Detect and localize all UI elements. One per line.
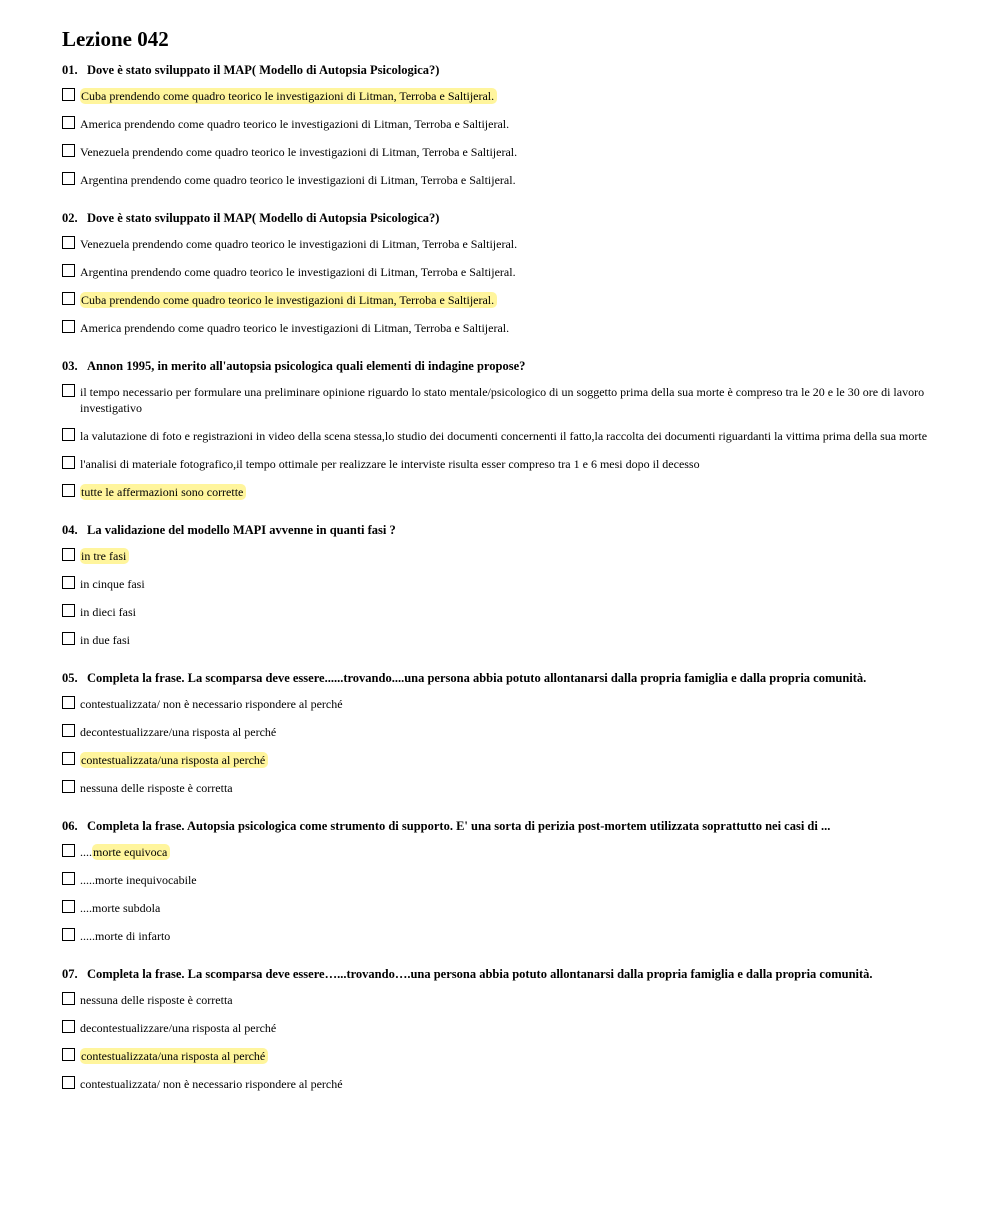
answer-checkbox[interactable] [62, 576, 75, 589]
answer-option [62, 144, 937, 160]
answer-checkbox[interactable] [62, 292, 75, 305]
question-number: 01. [62, 63, 78, 77]
answer-checkbox[interactable] [62, 456, 75, 469]
question-header [62, 358, 937, 374]
question-block [62, 62, 937, 188]
question-block [62, 966, 937, 1092]
answer-text: in due fasi [80, 633, 130, 647]
answer-option [62, 548, 937, 564]
correct-answer-text: contestualizzata/una risposta al perché [80, 1048, 268, 1064]
answer-checkbox[interactable] [62, 144, 75, 157]
question-header [62, 670, 937, 686]
question-block [62, 522, 937, 648]
answer-text: contestualizzata/ non è necessario rispondere al perché [80, 697, 343, 711]
answer-text: America prendendo come quadro teorico le investigazioni di Litman, Terroba e Saltijeral. [80, 321, 510, 335]
question-block [62, 670, 937, 796]
answer-text: nessuna delle risposte è corretta [80, 781, 233, 795]
lesson-title: Lezione 042 [62, 27, 169, 51]
answer-prefix: .... [80, 845, 92, 859]
question-text: Dove è stato sviluppato il MAP( Modello di Autopsia Psicologica?) [87, 211, 440, 225]
answer-checkbox[interactable] [62, 384, 75, 397]
answer-text: Argentina prendendo come quadro teorico le investigazioni di Litman, Terroba e Saltijeral. [80, 265, 516, 279]
answer-checkbox[interactable] [62, 752, 75, 765]
answer-option [62, 1076, 937, 1092]
answer-checkbox[interactable] [62, 928, 75, 941]
question-text: Completa la frase. Autopsia psicologica come strumento di supporto. E' una sorta di perizia post-mortem utilizzata soprattutto nei casi di ... [87, 819, 831, 833]
answer-checkbox[interactable] [62, 844, 75, 857]
answer-option [62, 604, 937, 620]
answer-text: ....morte subdola [80, 901, 161, 915]
question-text: Dove è stato sviluppato il MAP( Modello di Autopsia Psicologica?) [87, 63, 440, 77]
question-number: 05. [62, 671, 78, 685]
answer-option [62, 928, 937, 944]
correct-answer-text: morte equivoca [92, 844, 170, 860]
correct-answer-text: contestualizzata/una risposta al perché [80, 752, 268, 768]
answer-checkbox[interactable] [62, 632, 75, 645]
answer-text: America prendendo come quadro teorico le investigazioni di Litman, Terroba e Saltijeral. [80, 117, 510, 131]
question-number: 03. [62, 359, 78, 373]
answer-checkbox[interactable] [62, 428, 75, 441]
document-page [62, 26, 937, 1092]
answer-option [62, 320, 937, 336]
question-number: 07. [62, 967, 78, 981]
answer-option [62, 1020, 937, 1036]
answer-option [62, 384, 937, 416]
answer-option [62, 1048, 937, 1064]
answer-text: Venezuela prendendo come quadro teorico le investigazioni di Litman, Terroba e Saltijeral. [80, 237, 518, 251]
answer-text: decontestualizzare/una risposta al perché [80, 1021, 277, 1035]
question-text: Completa la frase. La scomparsa deve essere…...trovando….una persona abbia potuto allontanarsi dalla propria famiglia e dalla propria comunità. [87, 967, 873, 981]
answer-checkbox[interactable] [62, 992, 75, 1005]
answer-option [62, 88, 937, 104]
answer-checkbox[interactable] [62, 900, 75, 913]
answer-option [62, 900, 937, 916]
answer-text: l'analisi di materiale fotografico,il tempo ottimale per realizzare le interviste risulta esser compreso tra 1 e 6 mesi dopo il decesso [80, 457, 700, 471]
question-block [62, 210, 937, 336]
answer-text: decontestualizzare/una risposta al perché [80, 725, 277, 739]
answer-text: Venezuela prendendo come quadro teorico le investigazioni di Litman, Terroba e Saltijeral. [80, 145, 518, 159]
answer-checkbox[interactable] [62, 172, 75, 185]
answer-option [62, 484, 937, 500]
answer-checkbox[interactable] [62, 872, 75, 885]
answer-option [62, 724, 937, 740]
answer-checkbox[interactable] [62, 696, 75, 709]
answer-checkbox[interactable] [62, 1048, 75, 1061]
answer-checkbox[interactable] [62, 264, 75, 277]
answer-option [62, 576, 937, 592]
answer-option [62, 456, 937, 472]
answer-checkbox[interactable] [62, 724, 75, 737]
answer-option [62, 632, 937, 648]
answer-option [62, 236, 937, 252]
question-text: Annon 1995, in merito all'autopsia psicologica quali elementi di indagine propose? [87, 359, 526, 373]
question-text: La validazione del modello MAPI avvenne in quanti fasi ? [87, 523, 396, 537]
answer-checkbox[interactable] [62, 320, 75, 333]
answer-checkbox[interactable] [62, 1020, 75, 1033]
answer-text: in dieci fasi [80, 605, 136, 619]
question-header [62, 62, 937, 78]
answer-checkbox[interactable] [62, 548, 75, 561]
question-list [62, 62, 937, 1092]
question-header [62, 210, 937, 226]
answer-option [62, 696, 937, 712]
question-block [62, 358, 937, 500]
answer-text: .....morte inequivocabile [80, 873, 197, 887]
question-number: 04. [62, 523, 78, 537]
question-block [62, 818, 937, 944]
answer-option [62, 264, 937, 280]
answer-text: .....morte di infarto [80, 929, 171, 943]
answer-option [62, 292, 937, 308]
answer-text: la valutazione di foto e registrazioni in video della scena stessa,lo studio dei documenti concernenti il fatto,la raccolta dei documenti riguardanti la vittima prima della sua morte [80, 429, 928, 443]
question-text: Completa la frase. La scomparsa deve essere......trovando....una persona abbia potuto allontanarsi dalla propria famiglia e dalla propria comunità. [87, 671, 867, 685]
question-header [62, 522, 937, 538]
answer-option [62, 116, 937, 132]
answer-option [62, 752, 937, 768]
correct-answer-text: Cuba prendendo come quadro teorico le investigazioni di Litman, Terroba e Saltijeral. [80, 292, 497, 308]
answer-option [62, 428, 937, 444]
question-header [62, 966, 937, 982]
correct-answer-text: tutte le affermazioni sono corrette [80, 484, 246, 500]
answer-option [62, 992, 937, 1008]
answer-checkbox[interactable] [62, 236, 75, 249]
answer-option [62, 172, 937, 188]
answer-text: nessuna delle risposte è corretta [80, 993, 233, 1007]
answer-option [62, 844, 937, 860]
answer-option [62, 780, 937, 796]
question-header [62, 818, 937, 834]
answer-text: Argentina prendendo come quadro teorico le investigazioni di Litman, Terroba e Saltijeral. [80, 173, 516, 187]
answer-checkbox[interactable] [62, 484, 75, 497]
answer-checkbox[interactable] [62, 88, 75, 101]
question-number: 06. [62, 819, 78, 833]
answer-text: contestualizzata/ non è necessario rispondere al perché [80, 1077, 343, 1091]
correct-answer-text: Cuba prendendo come quadro teorico le investigazioni di Litman, Terroba e Saltijeral. [80, 88, 497, 104]
question-number: 02. [62, 211, 78, 225]
answer-text: in cinque fasi [80, 577, 145, 591]
answer-checkbox[interactable] [62, 780, 75, 793]
answer-checkbox[interactable] [62, 604, 75, 617]
correct-answer-text: in tre fasi [80, 548, 129, 564]
answer-checkbox[interactable] [62, 116, 75, 129]
answer-text: il tempo necessario per formulare una preliminare opinione riguardo lo stato mentale/psicologico di un soggetto prima della sua morte è compreso tra le 20 e le 30 ore di lavoro investigativo [80, 385, 925, 415]
answer-checkbox[interactable] [62, 1076, 75, 1089]
answer-option [62, 872, 937, 888]
